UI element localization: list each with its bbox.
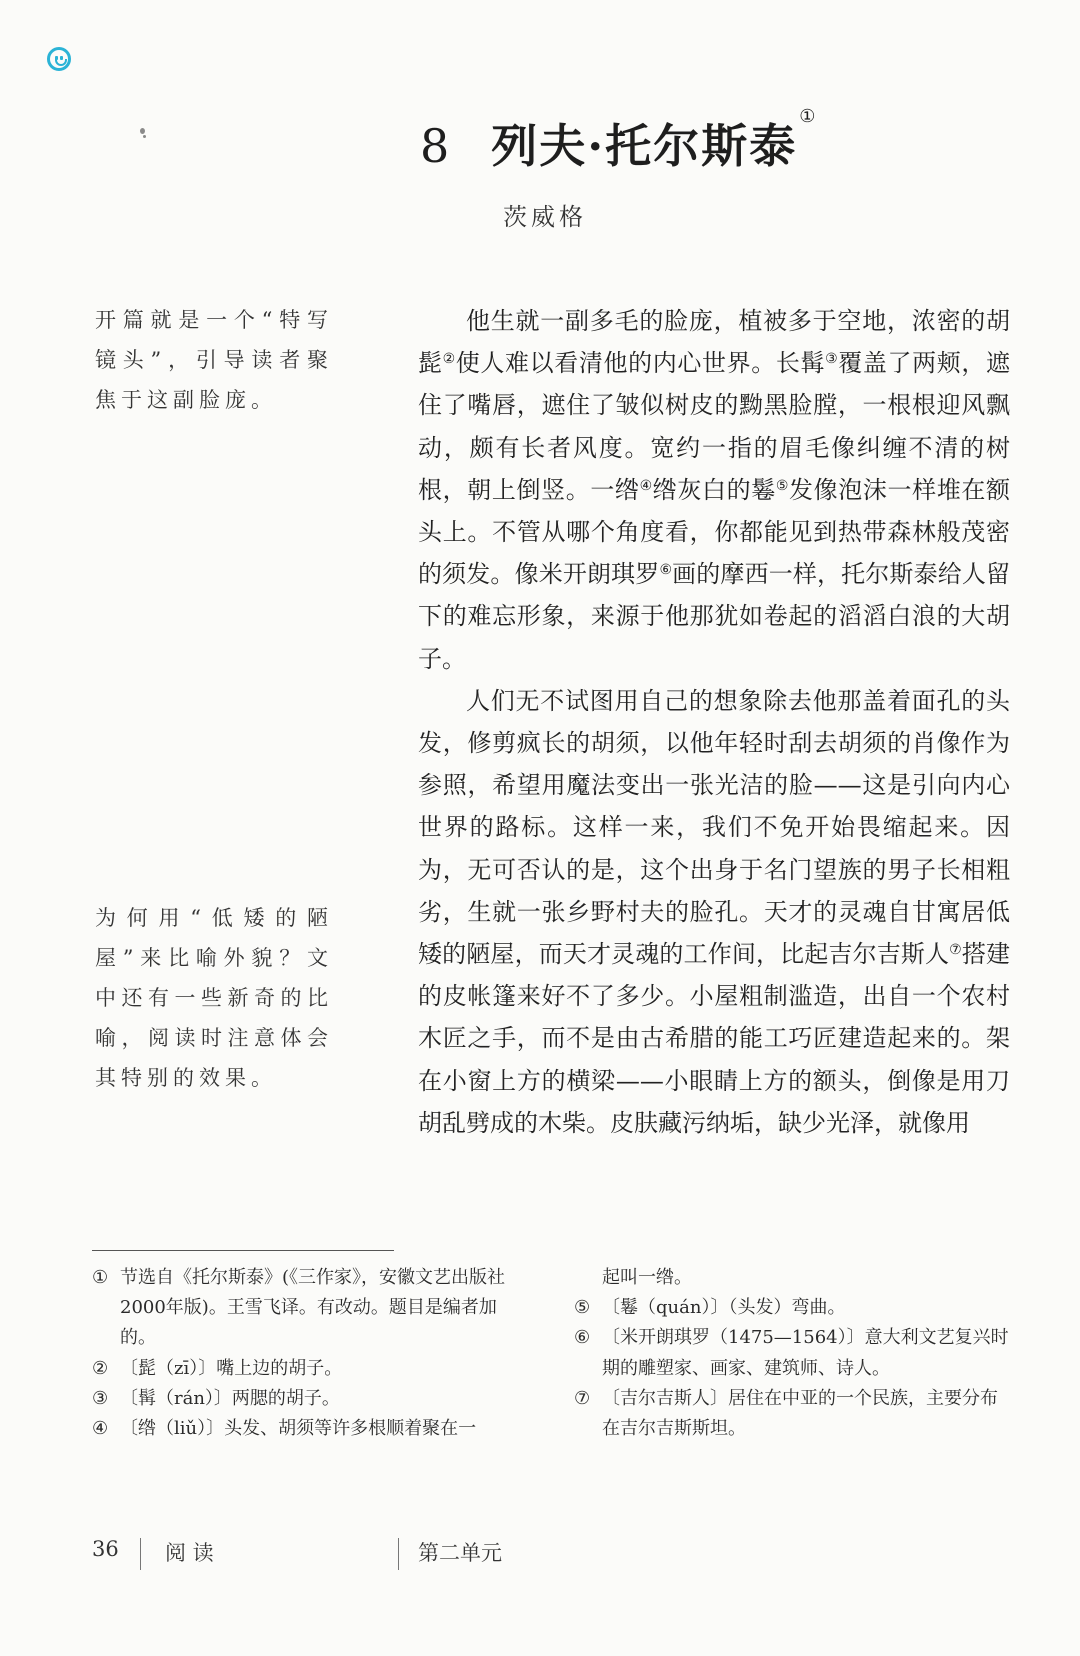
footnote-ref: ④ [639, 477, 653, 494]
side-note-1: 开篇就是一个“特写镜头”，引导读者聚焦于这副脸庞。 [95, 308, 333, 412]
footnote-3: ③ 〔髯（rán）〕两腮的胡子。 [92, 1387, 340, 1409]
main-text [418, 300, 1010, 1144]
paper-speck [140, 128, 145, 134]
footnote-1: ① 节选自《托尔斯泰》(《三作家》，安徽文艺出版社2000年版)。王雪飞译。有改动。题目是编者加的。 [92, 1267, 506, 1349]
title-note-mark: ① [799, 106, 818, 127]
footer-unit: 第二单元 [418, 1541, 502, 1565]
lesson-title [420, 106, 818, 176]
footnote-ref: ⑦ [949, 942, 962, 959]
footnote-ref: ⑥ [659, 562, 673, 579]
lesson-number: 8 [420, 119, 452, 173]
smiley-icon [47, 47, 71, 71]
footnotes-right [574, 1263, 1014, 1444]
footnote-2: ② 〔髭（zī）〕嘴上边的胡子。 [92, 1357, 343, 1379]
footnotes-left [92, 1263, 532, 1444]
paragraph-1: 他生就一副多毛的脸庞，植被多于空地，浓密的胡髭②使人难以看清他的内心世界。长髯③覆盖了两颊，遮住了嘴唇，遮住了皱似树皮的黝黑脸膛，一根根迎风飘动，颇有长者风度。宽约一指的眉毛像纠缠不清的树根，朝上倒竖。一绺④绺灰白的鬈⑤发像泡沫一样堆在额头上。不管从哪个角度看，你都能见到热带森林般茂密的须发。像米开朗琪罗⑥画的摩西一样，托尔斯泰给人留下的难忘形象，来源于他那犹如卷起的滔滔白浪的大胡子。 [418, 307, 1011, 673]
side-note-2: 为何用“低矮的陋屋”来比喻外貌？文中还有一些新奇的比喻，阅读时注意体会其特别的效果。 [95, 906, 333, 1090]
page-number: 36 [92, 1537, 119, 1561]
footnote-ref: ⑤ [775, 477, 790, 494]
author-name: 茨威格 [503, 203, 587, 231]
footnote-4: ④ 〔绺（liǔ）〕头发、胡须等许多根顺着聚在一 [92, 1418, 477, 1440]
paper-speck [143, 135, 146, 138]
footer-section: 阅 读 [165, 1541, 214, 1565]
footnote-4-continued: 起叫一绺。 [602, 1267, 692, 1288]
footnote-divider [92, 1250, 394, 1251]
title-text: 列夫·托尔斯泰 [491, 119, 798, 173]
footnote-7: ⑦ 〔吉尔吉斯人〕居住在中亚的一个民族，主要分布在吉尔吉斯斯坦。 [574, 1387, 998, 1440]
footnote-5: ⑤ 〔鬈（quán）〕（头发）弯曲。 [574, 1297, 846, 1319]
footer-divider [398, 1538, 399, 1570]
footnote-ref: ② [442, 351, 456, 368]
footnote-6: ⑥ 〔米开朗琪罗（1475—1564）〕意大利文艺复兴时期的雕塑家、画家、建筑师、诗人。 [574, 1327, 1009, 1379]
paragraph-2: 人们无不试图用自己的想象除去他那盖着面孔的头发，修剪疯长的胡须，以他年轻时刮去胡须的肖像作为参照，希望用魔法变出一张光洁的脸——这是引向内心世界的路标。这样一来，我们不免开始畏缩起来。因为，无可否认的是，这个出身于名门望族的男子长相粗劣，生就一张乡野村夫的脸孔。天才的灵魂自甘寓居低矮的陋屋，而天才灵魂的工作间，比起吉尔吉斯人⑦搭建的皮帐篷来好不了多少。小屋粗制滥造，出自一个农村木匠之手，而不是由古希腊的能工巧匠建造起来的。架在小窗上方的横梁——小眼睛上方的额头，倒像是用刀胡乱劈成的木柴。皮肤藏污纳垢，缺少光泽，就像用 [418, 686, 1011, 1137]
footnote-ref: ③ [825, 351, 839, 368]
footer-divider [140, 1538, 141, 1570]
